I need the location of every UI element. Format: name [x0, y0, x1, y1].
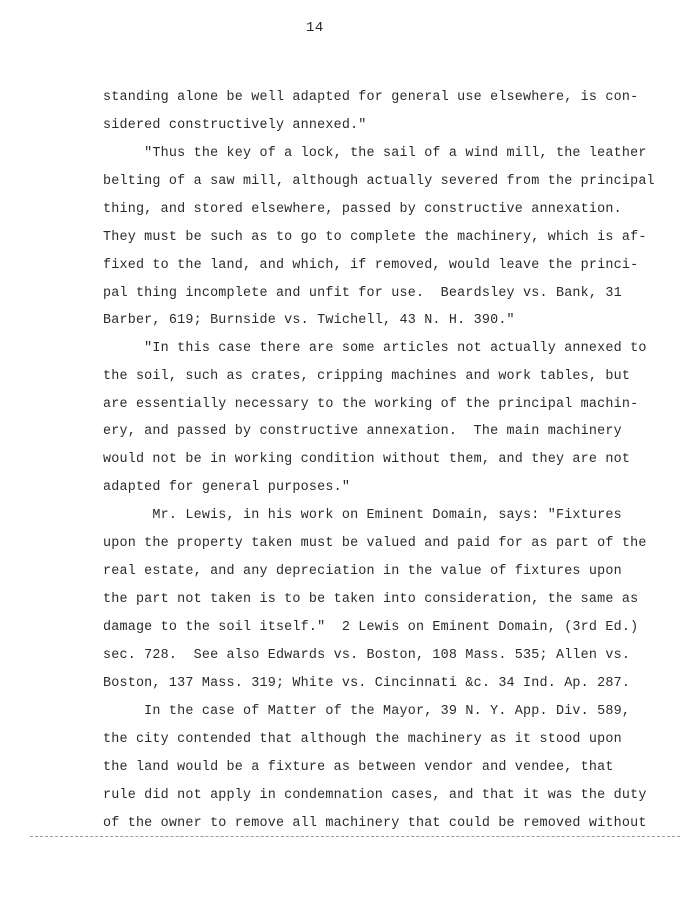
- text-line: pal thing incomplete and unfit for use. Beardsley vs. Bank, 31: [103, 286, 622, 301]
- page-number: 14: [306, 20, 324, 36]
- text-line: the part not taken is to be taken into consideration, the same as: [103, 592, 639, 607]
- text-line: "Thus the key of a lock, the sail of a wind mill, the leather: [103, 146, 647, 161]
- text-line: fixed to the land, and which, if removed, would leave the princi-: [103, 258, 639, 273]
- text-line: damage to the soil itself." 2 Lewis on Eminent Domain, (3rd Ed.): [103, 620, 639, 635]
- text-line: rule did not apply in condemnation cases, and that it was the duty: [103, 788, 647, 803]
- text-line: sidered constructively annexed.": [103, 118, 367, 133]
- text-line: real estate, and any depreciation in the value of fixtures upon: [103, 564, 622, 579]
- text-line: "In this case there are some articles not actually annexed to: [103, 341, 647, 356]
- text-line: ery, and passed by constructive annexation. The main machinery: [103, 424, 622, 439]
- text-line: Barber, 619; Burnside vs. Twichell, 43 N. H. 390.": [103, 313, 515, 328]
- text-line: They must be such as to go to complete the machinery, which is af-: [103, 230, 647, 245]
- text-line: are essentially necessary to the working of the principal machin-: [103, 397, 639, 412]
- text-line: Boston, 137 Mass. 319; White vs. Cincinnati &c. 34 Ind. Ap. 287.: [103, 676, 631, 691]
- text-line: would not be in working condition without them, and they are not: [103, 452, 631, 467]
- text-line: In the case of Matter of the Mayor, 39 N. Y. App. Div. 589,: [103, 704, 631, 719]
- text-line: upon the property taken must be valued and paid for as part of the: [103, 536, 647, 551]
- text-line: Mr. Lewis, in his work on Eminent Domain, says: "Fixtures: [103, 508, 622, 523]
- text-line: standing alone be well adapted for general use elsewhere, is con-: [103, 90, 639, 105]
- text-line: the land would be a fixture as between vendor and vendee, that: [103, 760, 614, 775]
- text-line: belting of a saw mill, although actually severed from the principal: [103, 174, 655, 189]
- text-line: the city contended that although the machinery as it stood upon: [103, 732, 622, 747]
- text-line: the soil, such as crates, cripping machines and work tables, but: [103, 369, 631, 384]
- text-line: adapted for general purposes.": [103, 480, 351, 495]
- footer-rule: [30, 836, 680, 837]
- text-line: thing, and stored elsewhere, passed by constructive annexation.: [103, 202, 622, 217]
- text-line: sec. 728. See also Edwards vs. Boston, 108 Mass. 535; Allen vs.: [103, 648, 631, 663]
- text-line: of the owner to remove all machinery that could be removed without: [103, 816, 647, 831]
